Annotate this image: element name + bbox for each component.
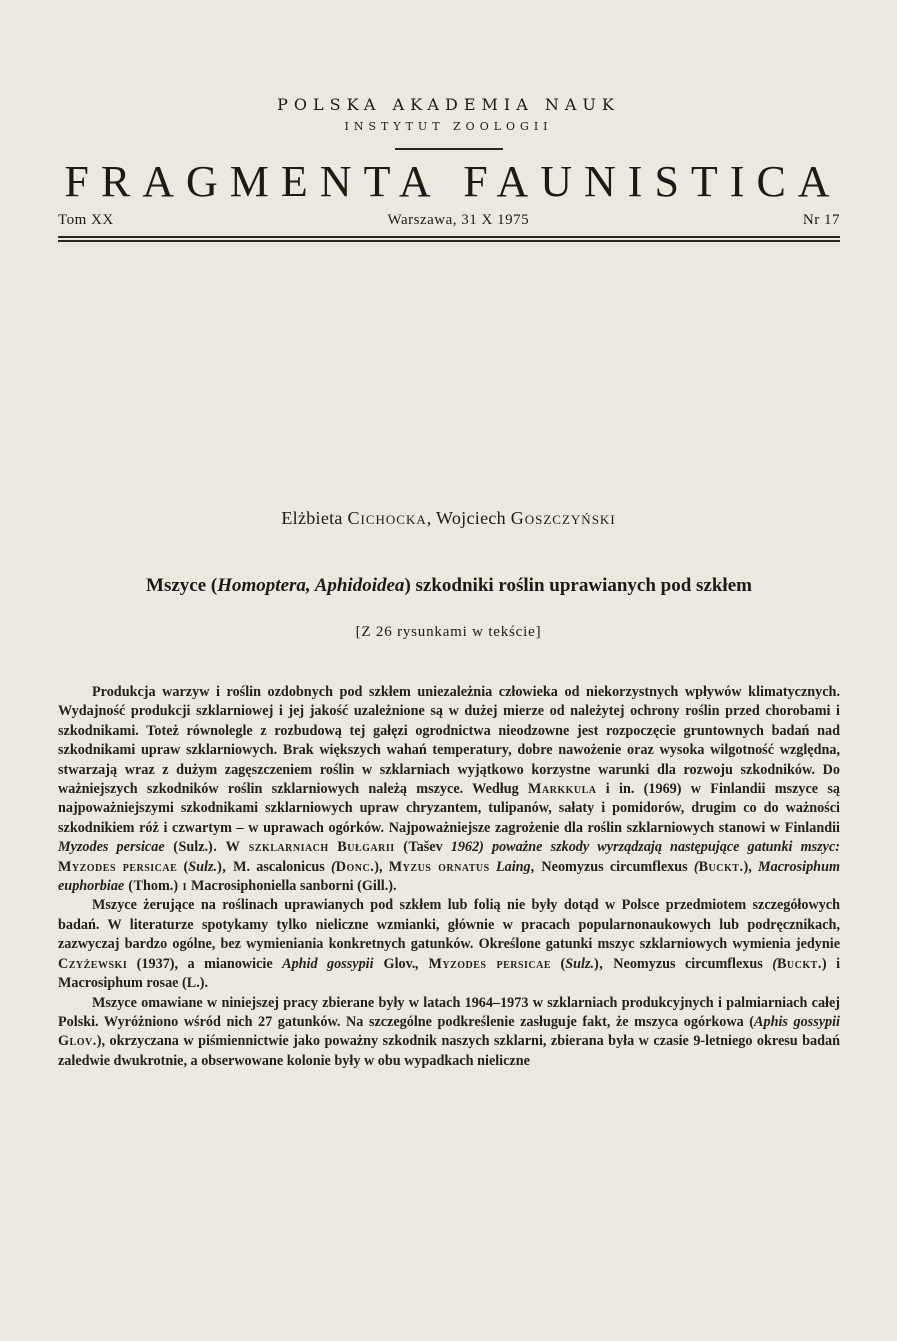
author1-surname: Cichocka bbox=[347, 508, 427, 528]
text-run: Gill. bbox=[361, 878, 389, 895]
paragraph-1 bbox=[58, 683, 840, 896]
figures-note: [Z 26 rysunkami w tekście] bbox=[355, 624, 542, 640]
cited-author: Glov. bbox=[58, 1033, 97, 1050]
text-run: ), bbox=[374, 858, 389, 875]
journal-title: FRAGMENTA FAUNISTICA bbox=[64, 157, 842, 206]
cited-author: ), bbox=[217, 858, 234, 875]
text-run: ( bbox=[551, 955, 566, 972]
institute-name: INSTYTUT ZOOLOGII bbox=[344, 120, 553, 133]
text-run: ). bbox=[199, 975, 209, 992]
cited-author: Markkula bbox=[527, 781, 597, 798]
cited-author: Myzodes persicae bbox=[58, 858, 178, 875]
text-run: Macrosiphum rosae bbox=[58, 975, 179, 992]
paper-title-part-a: Mszyce ( bbox=[146, 575, 218, 596]
text-run: Produkcja warzyw i roślin ozdobnych pod szkłem uniezależnia człowieka od niekorzystnych wpływów klimatycznych. Wydajność produkcji szklarniowej i jej jakość uzależnione są w dużej mierze od należytej ochrony roślin przed chorobami i szkodnikami. Toteż równolegle z rozbudową tej gałęzi ogrodnictwa nieodzowne jest rozpoczęcie gruntownych badań nad szkodnikami upraw szklarniowych. Brak większych wahań temperatury, dobre nawożenie oraz wysoka wilgotność względna, stwarzają wraz z dużym zagęszczeniem roślin w szklarniach wyjątkowo korzystne warunki dla rozwoju szkodników. Do ważniejszych szkodników roślin szklarniowych należą mszyce. Według bbox=[58, 684, 840, 798]
issue-number-label: Nr 17 bbox=[802, 212, 840, 228]
paper-title bbox=[58, 575, 840, 597]
issue-info-row bbox=[58, 212, 840, 229]
taxon-name: Aphis gossypii bbox=[754, 1013, 840, 1030]
author1-first-name: Elżbieta bbox=[281, 508, 348, 528]
place-date-label: Warszawa, 31 X 1975 bbox=[387, 212, 530, 228]
taxon-name: 1962) poważne szkody wyrządzają następujące gatunki mszyc: bbox=[442, 839, 840, 856]
paragraph-2 bbox=[58, 896, 840, 993]
paragraph-3 bbox=[58, 994, 840, 1072]
cited-author: Czyżewski bbox=[58, 955, 128, 972]
text-run: ), okrzyczana w piśmiennictwie jako poważny szkodnik naszych szklarni, zbierana była w czasie 9-letniego okresu badań zaledwie dwukrotnie, a obserwowane kolonie były w obu wypadkach nieliczne bbox=[58, 1033, 840, 1069]
taxon-name: Sulz. bbox=[188, 858, 218, 875]
taxon-name: ( bbox=[762, 955, 777, 972]
author2-surname: Goszczyński bbox=[510, 508, 616, 528]
text-run: Glov. bbox=[383, 955, 416, 972]
cited-author: Donc. bbox=[335, 858, 375, 875]
text-run: Sulz. bbox=[178, 839, 209, 856]
text-run: Tašev bbox=[408, 839, 443, 856]
cited-author: Myzodes persicae bbox=[428, 955, 552, 972]
text-run: ). bbox=[388, 878, 397, 895]
author2-first-name: Wojciech bbox=[436, 508, 511, 528]
text-run: Macrosiphoniella sanborni bbox=[191, 878, 354, 895]
text-run: ( bbox=[177, 858, 189, 875]
text-run: Neomyzus circumflexus bbox=[541, 858, 688, 875]
cited-author: ). W szklarniach Bułgarii ( bbox=[208, 839, 409, 856]
volume-label: Tom XX bbox=[58, 212, 114, 228]
academy-name: POLSKA AKADEMIA NAUK bbox=[277, 95, 620, 114]
cited-author bbox=[374, 956, 384, 972]
text-run: ) i bbox=[821, 955, 841, 972]
cited-author: ( bbox=[164, 839, 179, 856]
paper-title-taxon: Homoptera, Aphidoidea bbox=[217, 575, 405, 596]
header-double-rule bbox=[58, 236, 840, 242]
taxon-name: ( bbox=[324, 858, 336, 875]
taxon-name: Myzodes persicae bbox=[58, 839, 165, 856]
cited-author: Myzus ornatus bbox=[388, 858, 490, 875]
cited-author: Buckt. bbox=[776, 955, 822, 972]
taxon-name: Laing bbox=[495, 858, 531, 875]
text-run: ( bbox=[178, 975, 187, 992]
text-run: i in. (1969) w Finlandii mszyce są najpoważniejszymi szkodnikami szklarniowych upraw chryzantem, tulipanów, sałaty i pomidorów, drugim co do ważności szkodnikiem róż i czwartym – w uprawach ogórków. Najpoważniejsze zagrożenie dla roślin szklarniowych stanowi w Finlandii bbox=[58, 781, 840, 836]
text-run: L. bbox=[186, 975, 200, 992]
taxon-name: , bbox=[415, 955, 429, 972]
taxon-name: ( bbox=[687, 858, 699, 875]
cited-author: ), bbox=[594, 955, 614, 972]
text-run: Neomyzus circumflexus bbox=[613, 955, 763, 972]
text-run: Mszyce omawiane w niniejszej pracy zbierane były w latach 1964–1973 w szklarniach produkcyjnych i palmiarniach całej Polski. Wyróżniono wśród nich 27 gatunków. Na szczególne podkreślenie zasługuje fakt, że mszyca ogórkowa ( bbox=[58, 994, 840, 1030]
text-run: ( bbox=[353, 878, 362, 895]
authors-line bbox=[0, 508, 897, 529]
header-short-rule bbox=[395, 148, 503, 150]
taxon-name: Aphid gossypii bbox=[282, 955, 374, 972]
text-run: (1937), a mianowicie bbox=[127, 955, 283, 972]
cited-author: ) i bbox=[173, 878, 192, 895]
text-run: Mszyce żerujące na roślinach uprawianych pod szkłem lub folią nie były dotąd w Polsce przedmiotem szczegółowych badań. W literaturze spotykamy tylko nieliczne wzmianki, głównie w pracach popularnonaukowych lub podręcznikach, zazwyczaj bardzo ogólne, bez wymieniania konkretnych gatunków. Określone gatunki mszyc szklarniowych wymienia jedynie bbox=[58, 897, 840, 953]
text-run: ), bbox=[743, 858, 758, 875]
taxon-name: Sulz. bbox=[565, 955, 595, 972]
text-run: M. ascalonicus bbox=[233, 858, 325, 875]
body-text bbox=[58, 683, 840, 1071]
paper-title-part-c: ) szkodniki roślin uprawianych pod szkłem bbox=[404, 575, 752, 596]
author-separator: , bbox=[426, 508, 437, 528]
cited-author: Buckt. bbox=[698, 858, 744, 875]
cited-author: , bbox=[530, 858, 542, 875]
cited-author: ( bbox=[124, 878, 134, 895]
taxon-name: Macrosiphum euphorbiae bbox=[58, 858, 840, 895]
text-run: Thom. bbox=[133, 878, 174, 895]
